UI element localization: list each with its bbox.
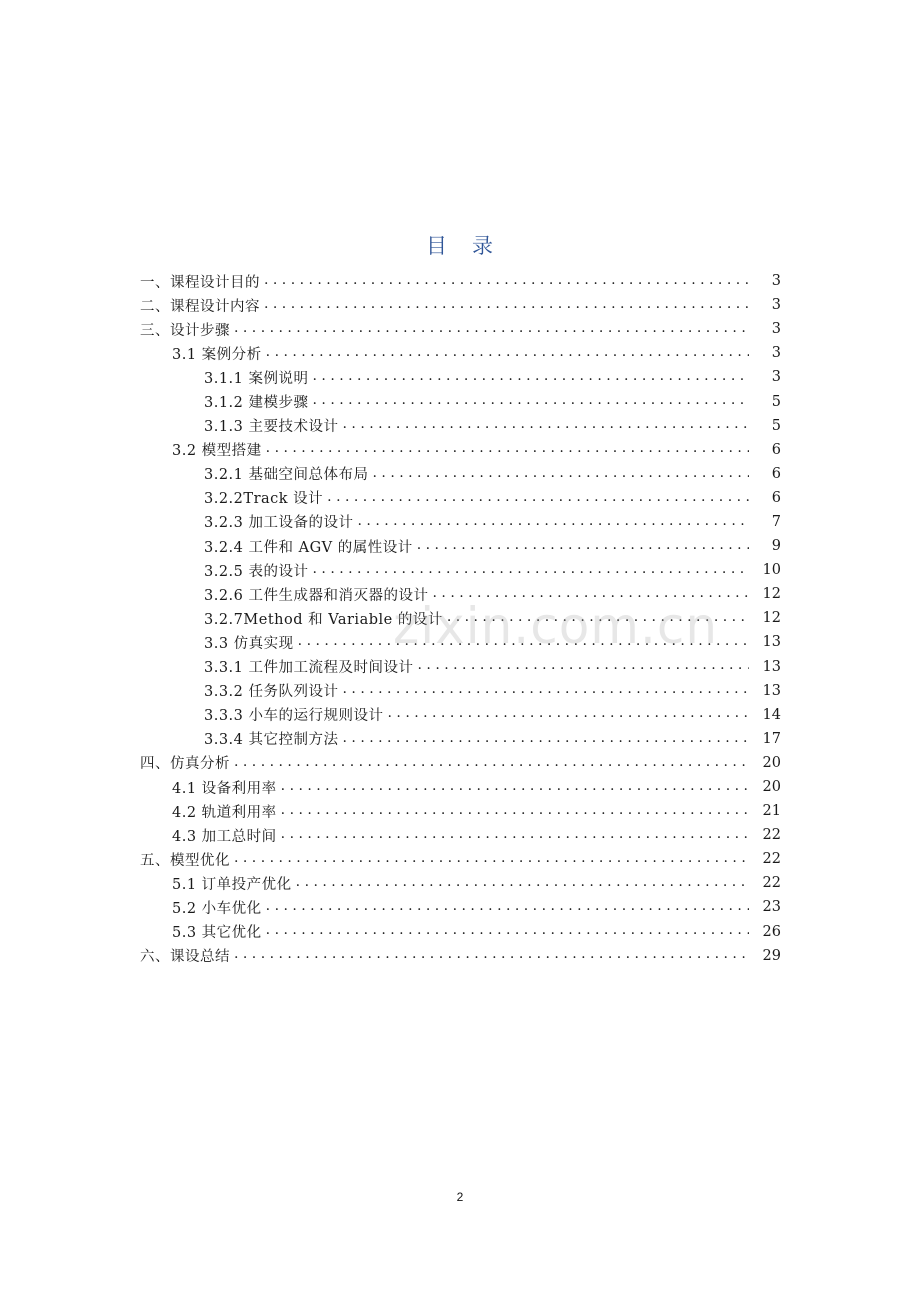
toc-entry[interactable]: [0, 944, 920, 968]
toc-entry-label: 5.1 订单投产优化: [172, 876, 292, 893]
toc-dot-leader: [358, 515, 749, 530]
toc-entry[interactable]: [0, 438, 920, 462]
toc-dot-leader: [313, 563, 749, 578]
page-number: 2: [456, 1190, 464, 1204]
toc-entry[interactable]: [0, 630, 920, 654]
watermark: zixin.com.cn: [393, 597, 719, 655]
toc-dot-leader: [281, 780, 749, 795]
toc-entry-label: 六、课设总结: [140, 949, 230, 966]
toc-entry-label: 3.2.1 基础空间总体布局: [204, 467, 369, 484]
toc-entry-page-number: 13: [762, 634, 781, 651]
toc-entry[interactable]: [0, 823, 920, 847]
toc-entry-page-number: 3: [771, 345, 781, 362]
toc-dot-leader: [433, 587, 749, 602]
toc-entry[interactable]: [0, 414, 920, 438]
toc-entry-page-number: 9: [771, 538, 781, 555]
toc-entry-label: 3.3.3 小车的运行规则设计: [204, 708, 384, 725]
toc-entry[interactable]: [0, 606, 920, 630]
toc-dot-leader: [281, 828, 749, 843]
toc-entry-label: 三、设计步骤: [140, 322, 230, 339]
toc-dot-leader: [373, 467, 749, 482]
toc-entry-page-number: 12: [762, 586, 781, 603]
toc-entry-label: 3.1 案例分析: [172, 346, 262, 363]
toc-dot-leader: [343, 732, 749, 747]
toc-entry-page-number: 26: [762, 923, 781, 940]
toc-entry-label: 五、模型优化: [140, 852, 230, 869]
toc-title-char-1: 目: [426, 234, 448, 258]
toc-entry-label: 3.2.4 工件和 AGV 的属性设计: [204, 539, 413, 556]
toc-dot-leader: [266, 442, 749, 457]
toc-entry-label: 3.1.2 建模步骤: [204, 395, 309, 412]
toc-entry[interactable]: [0, 679, 920, 703]
toc-entry-page-number: 5: [771, 417, 781, 434]
toc-entry[interactable]: [0, 510, 920, 534]
toc-entry-label: 3.3.4 其它控制方法: [204, 732, 339, 749]
toc-entry-page-number: 12: [762, 610, 781, 627]
toc-entry[interactable]: [0, 847, 920, 871]
toc-dot-leader: [234, 852, 749, 867]
toc-dot-leader: [298, 635, 749, 650]
toc-entry-label: 3.3 仿真实现: [204, 635, 294, 652]
toc-entry[interactable]: [0, 462, 920, 486]
toc-entry-label: 一、课程设计目的: [140, 274, 260, 291]
toc-entry[interactable]: [0, 727, 920, 751]
toc-dot-leader: [264, 274, 749, 289]
toc-entry[interactable]: [0, 293, 920, 317]
toc-dot-leader: [234, 756, 749, 771]
toc-dot-leader: [281, 804, 749, 819]
toc-entry-page-number: 23: [762, 899, 781, 916]
toc-entry-label: 3.3.2 任务队列设计: [204, 684, 339, 701]
toc-entry-page-number: 29: [762, 947, 781, 964]
toc-entry-page-number: 20: [762, 779, 781, 796]
toc-entry[interactable]: [0, 317, 920, 341]
toc-entry[interactable]: [0, 582, 920, 606]
toc-entry-label: 3.2.5 表的设计: [204, 563, 309, 580]
toc-dot-leader: [266, 346, 749, 361]
toc-entry[interactable]: [0, 775, 920, 799]
table-of-contents: [0, 269, 920, 968]
toc-dot-leader: [447, 611, 749, 626]
toc-entry-label: 5.3 其它优化: [172, 925, 262, 942]
toc-dot-leader: [388, 707, 749, 722]
toc-dot-leader: [313, 394, 749, 409]
toc-entry-label: 3.2.3 加工设备的设计: [204, 515, 354, 532]
toc-entry-page-number: 6: [771, 489, 781, 506]
toc-entry-label: 5.2 小车优化: [172, 900, 262, 917]
toc-entry-label: 4.2 轨道利用率: [172, 804, 277, 821]
toc-entry[interactable]: [0, 703, 920, 727]
toc-title: [0, 230, 920, 260]
toc-entry-page-number: 21: [762, 803, 781, 820]
toc-entry[interactable]: [0, 269, 920, 293]
toc-entry-label: 3.1.3 主要技术设计: [204, 419, 339, 436]
toc-entry-page-number: 3: [771, 321, 781, 338]
toc-dot-leader: [343, 418, 749, 433]
toc-entry-page-number: 14: [762, 706, 781, 723]
toc-title-char-2: 录: [472, 234, 494, 258]
toc-dot-leader: [417, 539, 749, 554]
toc-entry[interactable]: [0, 799, 920, 823]
toc-entry-page-number: 22: [762, 875, 781, 892]
toc-entry-page-number: 10: [762, 562, 781, 579]
toc-dot-leader: [418, 659, 749, 674]
toc-entry-page-number: 22: [762, 827, 781, 844]
toc-entry-label: 4.3 加工总时间: [172, 828, 277, 845]
toc-dot-leader: [313, 370, 749, 385]
toc-dot-leader: [327, 491, 749, 506]
toc-dot-leader: [343, 683, 749, 698]
toc-entry-page-number: 3: [771, 369, 781, 386]
toc-dot-leader: [264, 298, 749, 313]
toc-entry-label: 4.1 设备利用率: [172, 780, 277, 797]
toc-entry[interactable]: [0, 920, 920, 944]
toc-entry[interactable]: [0, 871, 920, 895]
toc-entry-label: 二、课程设计内容: [140, 298, 260, 315]
toc-dot-leader: [296, 876, 749, 891]
toc-entry-page-number: 3: [771, 273, 781, 290]
toc-entry-label: 3.2.7Method 和 Variable 的设计: [204, 611, 443, 628]
toc-entry-page-number: 3: [771, 297, 781, 314]
toc-entry-page-number: 13: [762, 658, 781, 675]
toc-entry-label: 3.2.2Track 设计: [204, 491, 324, 508]
toc-entry[interactable]: [0, 341, 920, 365]
toc-entry-page-number: 13: [762, 682, 781, 699]
toc-entry-page-number: 6: [771, 465, 781, 482]
toc-entry[interactable]: [0, 751, 920, 775]
toc-dot-leader: [266, 900, 749, 915]
toc-dot-leader: [234, 948, 749, 963]
toc-entry[interactable]: [0, 486, 920, 510]
toc-entry-page-number: 6: [771, 441, 781, 458]
toc-entry-page-number: 20: [762, 754, 781, 771]
toc-entry[interactable]: [0, 558, 920, 582]
toc-entry-page-number: 17: [762, 730, 781, 747]
toc-entry-page-number: 22: [762, 851, 781, 868]
toc-entry[interactable]: [0, 389, 920, 413]
toc-entry-label: 3.1.1 案例说明: [204, 370, 309, 387]
toc-entry-label: 四、仿真分析: [140, 756, 230, 773]
toc-entry-label: 3.2.6 工件生成器和消灭器的设计: [204, 587, 429, 604]
toc-entry-page-number: 7: [771, 513, 781, 530]
toc-entry[interactable]: [0, 534, 920, 558]
toc-dot-leader: [234, 322, 749, 337]
toc-dot-leader: [266, 924, 749, 939]
toc-entry[interactable]: [0, 655, 920, 679]
toc-entry-label: 3.3.1 工件加工流程及时间设计: [204, 660, 414, 677]
toc-entry[interactable]: [0, 895, 920, 919]
toc-entry[interactable]: [0, 365, 920, 389]
toc-entry-label: 3.2 模型搭建: [172, 443, 262, 460]
toc-entry-page-number: 5: [771, 393, 781, 410]
